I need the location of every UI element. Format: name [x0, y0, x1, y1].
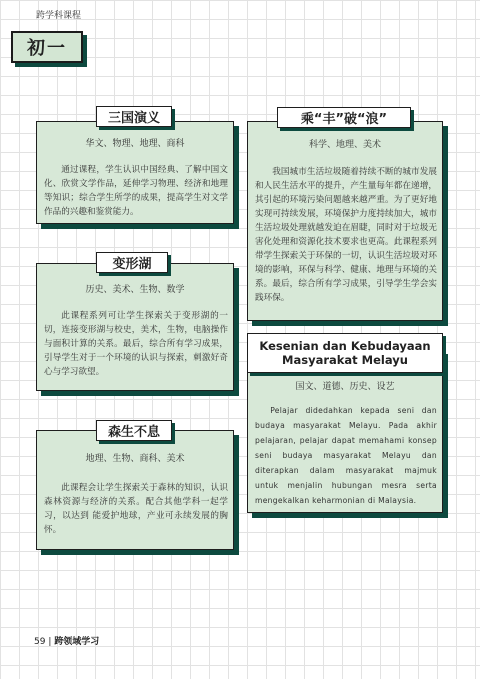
course-subjects-sanguo: 华文、物理、地理、商科: [85, 139, 185, 149]
course-title-kesenian-line2: Masyarakat Melayu: [282, 353, 408, 367]
course-description-senlin: 此课程会让学生探索关于森林的知识，认识森林资源与经济的关系。配合其他学科一起学习，以达到 能爱护地球，产业可永续发展的胸怀。: [44, 483, 228, 535]
course-title-kesenian: [247, 333, 443, 373]
course-subjects-senlin: 地理、生物、商科、美术: [85, 454, 185, 464]
course-subjects-pofeng: 科学、地理、美术: [308, 140, 381, 150]
course-description-kesenian: Pelajar didedahkan kepada seni dan budaya masyarakat Melayu. Pada akhir pelajaran, pelajar dapat memahami konsep seni budaya masyarakat Melayu dan diterapkan dalam masyarakat majmuk untuk menjalin hubungan mesra serta mengekalkan keharmonian di Malaysia.: [255, 406, 437, 505]
course-description-sanguo: 通过课程，学生认识中国经典、了解中国文化、欣赏文学作品，延伸学习物理、经济和地理等知识；综合学生所学的成果，提高学生对文学作品的兴趣和鉴赏能力。: [44, 165, 228, 217]
course-subjects-kesenian: 国文、道德、历史、设艺: [295, 382, 395, 392]
course-title-senlin: 森生不息: [96, 420, 172, 441]
page-footer: [34, 634, 99, 647]
course-description-pofeng: 我国城市生活垃圾随着持续不断的城市发展和人民生活水平的提升，产生量每年都在递增，其引起的环境污染问题越来越严重。为了更好地实现可持续发展，环境保护力度持续加大，城市生活垃圾处理就越发迫在眉睫，同时对于垃圾无害化处理和资源化技术要求也更高。此课程系列带学生探索关于环保的一切，认识生活垃圾对环境的影响，环保与科学、健康、地理与环境的关系。最后，综合所有学习成果，引导学生学会实践环保。: [255, 167, 437, 303]
footer-separator: |: [48, 637, 52, 647]
course-title-bianxing: 变形湖: [96, 252, 168, 273]
course-description-bianxing: 此课程系列可让学生探索关于变形湖的一切，连接变形湖与校史，美术，生物，电脑操作与面积计算的关系。最后，综合所有学习成果，引导学生对于一个环境的认识与探索，刺激好奇心与学习欲望。: [44, 311, 228, 377]
grade-tab: 初一: [11, 31, 83, 63]
section-header-label: 跨学科课程: [36, 11, 82, 21]
course-subjects-bianxing: 历史、美术、生物、数学: [85, 285, 185, 295]
course-title-kesenian-line1: Kesenian dan Kebudayaan: [259, 339, 431, 353]
course-title-pofeng: 乘“丰”破“浪”: [277, 107, 411, 128]
course-title-sanguo: 三国演义: [96, 106, 172, 127]
page-number: 59: [34, 637, 46, 647]
footer-section-title: 跨领域学习: [54, 637, 100, 647]
